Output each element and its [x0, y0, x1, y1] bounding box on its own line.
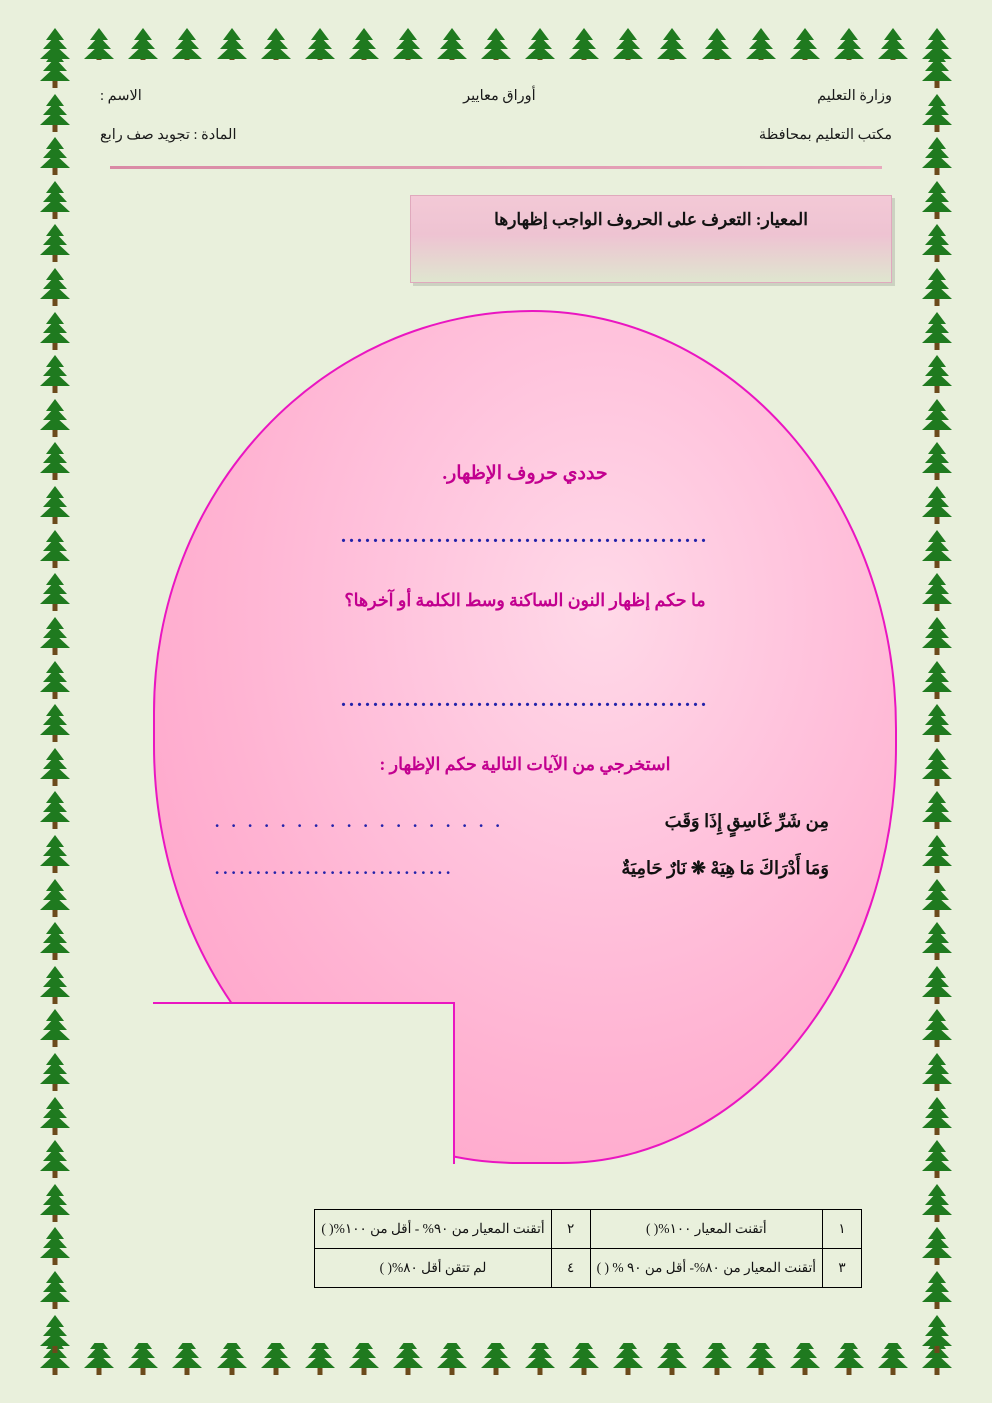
- rubric-number: ٤: [551, 1249, 590, 1288]
- rubric-option[interactable]: أتقنت المعيار من ٨٠%- أقل من ٩٠ % ( ): [590, 1249, 822, 1288]
- tree-icon: [922, 530, 952, 568]
- ayah-answer-2[interactable]: .............................: [215, 859, 455, 878]
- standard-banner-wrap: [78, 169, 914, 283]
- tree-icon: [922, 835, 952, 873]
- question-2: ما حكم إظهار النون الساكنة وسط الكلمة أو آخرها؟: [344, 590, 706, 610]
- rubric-option[interactable]: أتقنت المعيار من ٩٠% - أقل من ١٠٠%( ): [315, 1210, 551, 1249]
- tree-icon: [40, 1053, 70, 1091]
- table-row: [315, 1249, 862, 1288]
- tree-icon: [922, 966, 952, 1004]
- tree-icon: [922, 922, 952, 960]
- tree-icon: [40, 442, 70, 480]
- tree-icon: [40, 617, 70, 655]
- tree-icon: [40, 28, 70, 66]
- tree-icon: [922, 1271, 952, 1309]
- tree-icon: [922, 50, 952, 88]
- standard-banner: [410, 195, 892, 283]
- rubric-option[interactable]: أتقنت المعيار ١٠٠%( ): [590, 1210, 822, 1249]
- tree-icon: [922, 399, 952, 437]
- subject-label: المادة : تجويد صف رابع: [100, 127, 237, 143]
- tree-icon: [922, 791, 952, 829]
- table-row: [315, 1210, 862, 1249]
- rubric-option[interactable]: لم تتقن أقل ٨٠%( ): [315, 1249, 551, 1288]
- tree-icon: [922, 1315, 952, 1353]
- tree-icon: [40, 922, 70, 960]
- questions-container: [155, 312, 895, 1162]
- tree-icon: [40, 1227, 70, 1265]
- tree-icon: [922, 573, 952, 611]
- tree-icon: [922, 661, 952, 699]
- tree-icon: [40, 1009, 70, 1047]
- worksheet-page: [78, 60, 914, 1343]
- tree-icon: [40, 1337, 70, 1375]
- tree-icon: [922, 224, 952, 262]
- rubric-number: ٣: [823, 1249, 862, 1288]
- tree-icon: [922, 617, 952, 655]
- tree-icon: [40, 748, 70, 786]
- question-1: حددي حروف الإظهار.: [442, 463, 608, 484]
- tree-icon: [40, 879, 70, 917]
- tree-icon: [40, 661, 70, 699]
- tree-icon: [40, 399, 70, 437]
- tree-icon: [40, 224, 70, 262]
- tree-icon: [40, 791, 70, 829]
- education-office-label: مكتب التعليم بمحافظة: [758, 127, 892, 143]
- rubric-number: ١: [823, 1210, 862, 1249]
- tree-icon: [40, 137, 70, 175]
- tree-icon: [922, 181, 952, 219]
- tree-icon: [40, 966, 70, 1004]
- tree-icon: [922, 355, 952, 393]
- document-type-label: أوراق معايير: [463, 88, 536, 104]
- tree-icon: [922, 28, 952, 66]
- tree-icon: [922, 704, 952, 742]
- question-3: استخرجي من الآيات التالية حكم الإظهار :: [379, 754, 671, 774]
- tree-icon: [922, 137, 952, 175]
- tree-icon: [40, 355, 70, 393]
- tree-icon: [922, 748, 952, 786]
- tree-border-left: [40, 50, 70, 1353]
- tree-icon: [40, 573, 70, 611]
- tree-icon: [922, 442, 952, 480]
- standard-banner-text: المعيار: التعرف على الحروف الواجب إظهارها: [494, 210, 808, 229]
- tree-icon: [922, 1140, 952, 1178]
- tree-icon: [922, 268, 952, 306]
- ayah-text-1: مِن شَرِّ غَاسِقٍ إِذَا وَقَبَ: [664, 811, 829, 831]
- ayah-item-1: [215, 811, 835, 832]
- student-name-label: الاسم :: [100, 88, 142, 104]
- tree-icon: [40, 268, 70, 306]
- rubric-number: ٢: [551, 1210, 590, 1249]
- tree-icon: [922, 1009, 952, 1047]
- tree-icon: [922, 312, 952, 350]
- tree-icon: [40, 835, 70, 873]
- tree-icon: [40, 530, 70, 568]
- tree-icon: [922, 1337, 952, 1375]
- tree-icon: [922, 1184, 952, 1222]
- tree-border-right: [922, 50, 952, 1353]
- tree-icon: [922, 94, 952, 132]
- tree-icon: [40, 704, 70, 742]
- ayah-item-2: [215, 858, 835, 879]
- tree-icon: [40, 181, 70, 219]
- tree-icon: [922, 1227, 952, 1265]
- ayah-answer-1[interactable]: . . . . . . . . . . . . . . . . . .: [215, 812, 504, 831]
- rubric-table: [314, 1209, 862, 1288]
- document-header: [78, 60, 914, 169]
- ministry-label: وزارة التعليم: [817, 88, 892, 104]
- tree-icon: [40, 312, 70, 350]
- tree-icon: [922, 1097, 952, 1135]
- tree-icon: [40, 1271, 70, 1309]
- tree-icon: [40, 1315, 70, 1353]
- header-row-top: [100, 88, 892, 105]
- header-row-bottom: [100, 127, 892, 144]
- tree-icon: [40, 1140, 70, 1178]
- answer-line-2[interactable]: ..............................................: [341, 689, 709, 711]
- tree-icon: [922, 486, 952, 524]
- tree-icon: [40, 486, 70, 524]
- ayah-text-2: وَمَا أَدْرَاكَ مَا هِيَهْ ❋ نَارٌ حَامِيَةٌ: [621, 858, 829, 878]
- tree-icon: [40, 1097, 70, 1135]
- answer-line-1[interactable]: ..............................................: [341, 525, 709, 547]
- tree-icon: [40, 94, 70, 132]
- tree-icon: [922, 1053, 952, 1091]
- tree-icon: [40, 1184, 70, 1222]
- tree-icon: [922, 879, 952, 917]
- tree-icon: [40, 50, 70, 88]
- questions-blob: [153, 310, 897, 1164]
